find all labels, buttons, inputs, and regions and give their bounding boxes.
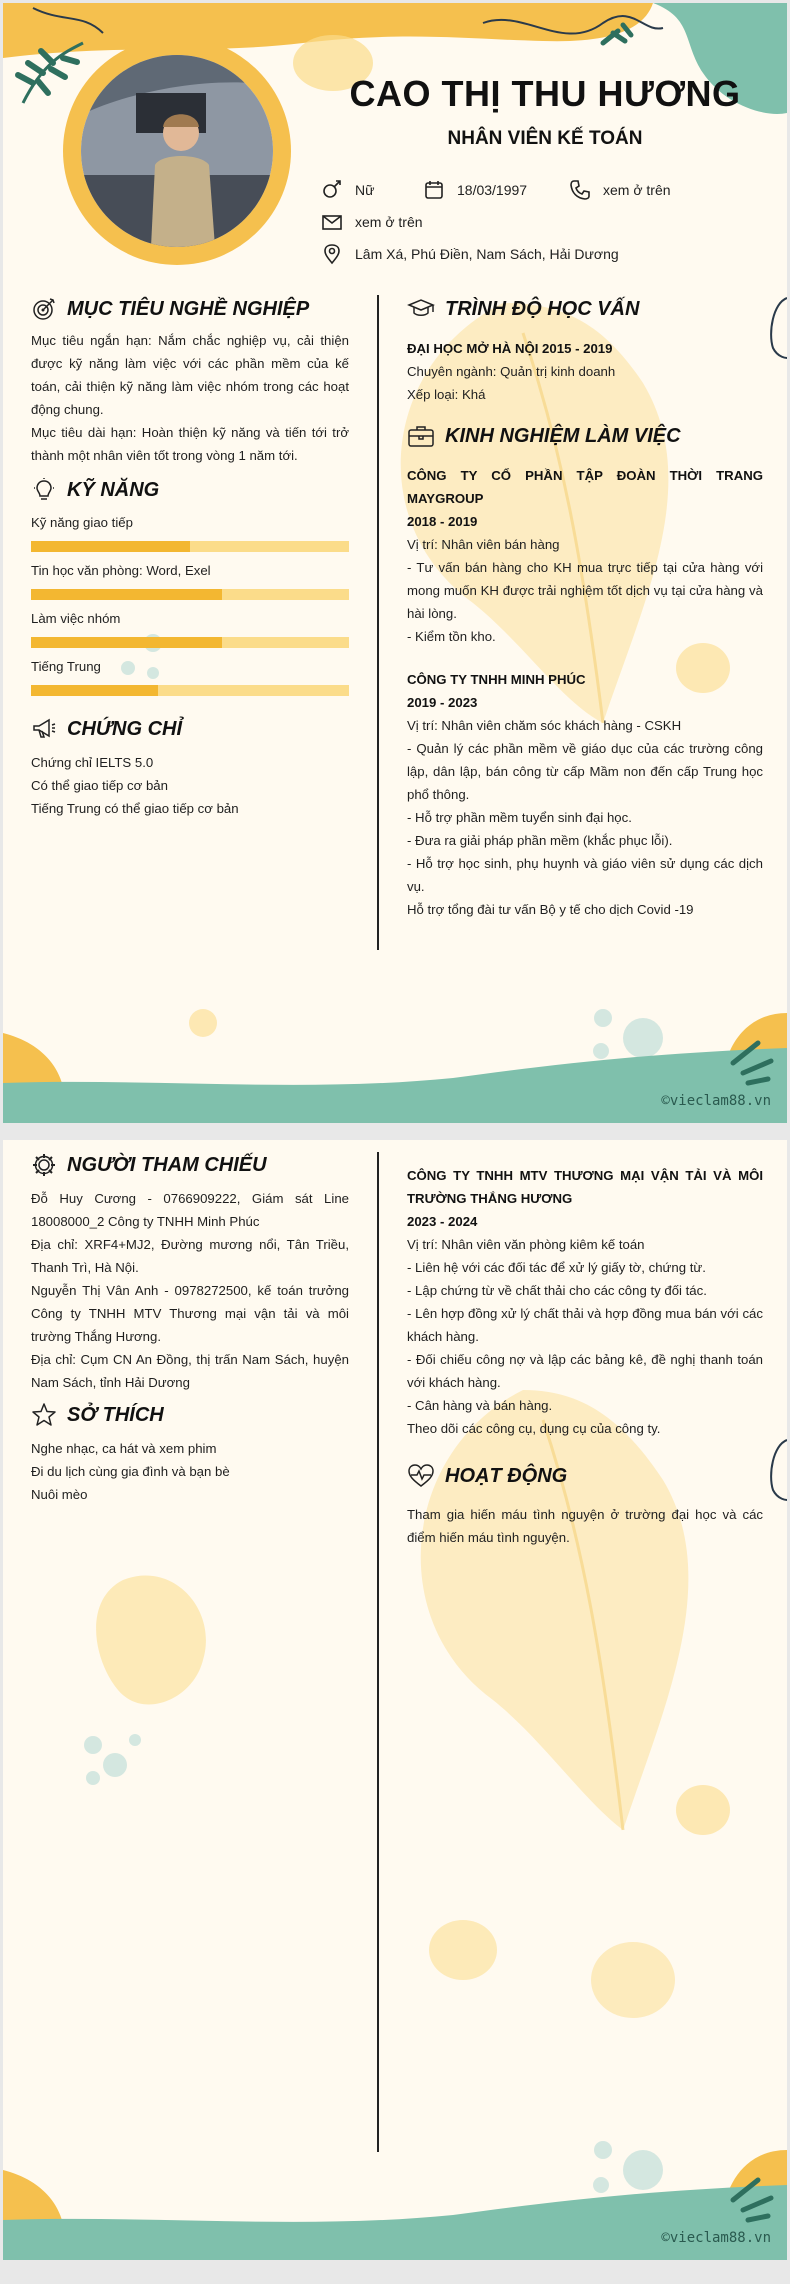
job-detail: Theo dõi các công cụ, dụng cụ của công ty. xyxy=(407,1421,661,1436)
objective-heading xyxy=(31,296,309,322)
hobbies-title: SỞ THÍCH xyxy=(67,1403,164,1426)
job-detail: - Quản lý các phần mềm về giáo dục của các trường công lập, dân lập, bán công từ cấp Mầm non đến cấp Trung học phổ thông. xyxy=(407,741,763,802)
references-heading xyxy=(31,1152,267,1178)
certificates-title: CHỨNG CHỈ xyxy=(67,717,183,740)
reference-item: Đỗ Huy Cương - 0766909222, Giám sát Line 18008000_2 Công ty TNHH Minh Phúc xyxy=(31,1191,349,1229)
activities-text: Tham gia hiến máu tình nguyện ở trường đại học và các điểm hiến máu tình nguyện. xyxy=(407,1507,763,1545)
watermark: ©vieclam88.vn xyxy=(661,2230,771,2246)
major: Chuyên ngành: Quản trị kinh doanh xyxy=(407,364,616,379)
job-detail: - Hỗ trợ phần mềm tuyển sinh đại học. xyxy=(407,810,632,825)
education-details xyxy=(407,337,763,406)
skill-label: Kỹ năng giao tiếp xyxy=(31,515,133,530)
phone-text: xem ở trên xyxy=(603,182,671,198)
hobbies-heading xyxy=(31,1402,164,1428)
address-text: Lâm Xá, Phú Điền, Nam Sách, Hải Dương xyxy=(355,246,619,262)
skill-label: Làm việc nhóm xyxy=(31,611,121,626)
certificate-item: Tiếng Trung có thể giao tiếp cơ bản xyxy=(31,801,239,816)
references-list xyxy=(31,1187,349,1394)
education-title: TRÌNH ĐỘ HỌC VẤN xyxy=(445,297,640,320)
cv-page-2 xyxy=(3,1140,787,2260)
reference-item: Địa chỉ: XRF4+MJ2, Đường mương nổi, Tân Triều, Thanh Trì, Hà Nội. xyxy=(31,1237,349,1275)
skill-label: Tiếng Trung xyxy=(31,659,101,674)
gender-info xyxy=(321,179,374,201)
job-detail: Vị trí: Nhân viên bán hàng xyxy=(407,537,560,552)
watermark: ©vieclam88.vn xyxy=(661,1093,771,1109)
job-period: 2018 - 2019 xyxy=(407,514,478,529)
reference-item: Địa chỉ: Cụm CN An Đồng, thị trấn Nam Sách, huyện Nam Sách, tỉnh Hải Dương xyxy=(31,1352,349,1390)
hobby-item: Nghe nhạc, ca hát và xem phim xyxy=(31,1441,217,1456)
skill-label: Tin học văn phòng: Word, Exel xyxy=(31,563,211,578)
reference-item: Nguyễn Thị Vân Anh - 0978272500, kế toán trưởng Công ty TNHH MTV Thương mại vận tải và môi trường Thắng Hương. xyxy=(31,1283,349,1344)
job-thanghuong xyxy=(407,1164,763,1440)
school-line: ĐẠI HỌC MỞ HÀ NỘI 2015 - 2019 xyxy=(407,341,613,356)
skill-bar xyxy=(31,685,349,696)
job-detail: - Tư vấn bán hàng cho KH mua trực tiếp tại cửa hàng với mong muốn KH được trải nghiệm tốt dịch vụ tại cửa hàng và hài lòng. xyxy=(407,560,763,621)
experience-title: KINH NGHIỆM LÀM VIỆC xyxy=(445,424,681,447)
company-name: CÔNG TY TNHH MTV THƯƠNG MẠI VẬN TẢI VÀ MÔI TRƯỜNG THẮNG HƯƠNG xyxy=(407,1168,763,1206)
job-detail: - Đưa ra giải pháp phần mềm (khắc phục lỗi). xyxy=(407,833,673,848)
hobby-item: Đi du lịch cùng gia đình và bạn bè xyxy=(31,1464,230,1479)
megaphone-icon xyxy=(31,716,57,742)
education-heading xyxy=(407,297,639,321)
job-detail: - Kiểm tồn kho. xyxy=(407,629,496,644)
skill-bar xyxy=(31,637,349,648)
column-divider xyxy=(377,1152,379,2152)
dob-text: 18/03/1997 xyxy=(457,182,528,198)
column-divider xyxy=(377,295,379,950)
graduation-cap-icon xyxy=(407,297,435,321)
job-detail: - Lập chứng từ về chất thải cho các công ty đối tác. xyxy=(407,1283,707,1298)
job-detail: - Đối chiếu công nợ và lập các bảng kê, đề nghị thanh toán với khách hàng. xyxy=(407,1352,763,1390)
phone-info xyxy=(569,179,671,201)
gender-icon xyxy=(321,179,343,201)
certificate-item: Chứng chỉ IELTS 5.0 xyxy=(31,755,154,770)
job-detail: - Cân hàng và bán hàng. xyxy=(407,1398,553,1413)
job-detail: Vị trí: Nhân viên văn phòng kiêm kế toán xyxy=(407,1237,645,1252)
calendar-icon xyxy=(423,179,445,201)
hobby-item: Nuôi mèo xyxy=(31,1487,88,1502)
company-name: CÔNG TY CỔ PHẦN TẬP ĐOÀN THỜI TRANG MAYGROUP xyxy=(407,468,763,506)
objective-text xyxy=(31,329,349,467)
candidate-name: CAO THỊ THU HƯƠNG xyxy=(349,73,741,114)
long-term-goal: Mục tiêu dài hạn: Hoàn thiện kỹ năng và tiến tới trở thành một nhân viên tốt trong vòng 1 năm tới. xyxy=(31,425,349,463)
job-detail: - Hỗ trợ học sinh, phụ huynh và giáo viên sử dụng các dịch vụ. xyxy=(407,856,763,894)
skills-heading xyxy=(31,477,159,503)
location-pin-icon xyxy=(321,243,343,265)
skills-title: KỸ NĂNG xyxy=(67,478,160,501)
gear-icon xyxy=(31,1152,57,1178)
avatar xyxy=(63,37,291,265)
target-icon xyxy=(31,296,57,322)
address-info xyxy=(321,243,619,265)
briefcase-icon xyxy=(407,424,435,448)
experience-heading xyxy=(407,424,681,448)
job-title: NHÂN VIÊN KẾ TOÁN xyxy=(447,128,643,149)
grade: Xếp loại: Khá xyxy=(407,387,486,402)
phone-icon xyxy=(569,179,591,201)
job-detail: - Liên hệ với các đối tác để xử lý giấy tờ, chứng từ. xyxy=(407,1260,706,1275)
activities-heading xyxy=(407,1463,567,1489)
email-icon xyxy=(321,211,343,233)
job-maygroup xyxy=(407,464,763,648)
objective-title: MỤC TIÊU NGHỀ NGHIỆP xyxy=(67,297,310,320)
job-minhphuc xyxy=(407,668,763,921)
heartbeat-icon xyxy=(407,1463,435,1489)
company-name: CÔNG TY TNHH MINH PHÚC xyxy=(407,672,586,687)
profile-photo xyxy=(81,55,273,247)
short-term-goal: Mục tiêu ngắn hạn: Nắm chắc nghiệp vụ, cải thiện được kỹ năng làm việc với các phần mềm của kế toán, cải thiện kỹ năng làm việc nhóm trong các hoạt động chung. xyxy=(31,333,349,417)
email-text: xem ở trên xyxy=(355,214,423,230)
job-period: 2023 - 2024 xyxy=(407,1214,478,1229)
job-detail: Hỗ trợ tổng đài tư vấn Bộ y tế cho dịch Covid -19 xyxy=(407,902,694,917)
certificates-heading xyxy=(31,716,182,742)
certificates-list xyxy=(31,751,349,820)
email-info xyxy=(321,211,423,233)
activities-title: HOẠT ĐỘNG xyxy=(445,1464,568,1487)
dob-info xyxy=(423,179,527,201)
job-detail: - Lên hợp đồng xử lý chất thải và hợp đồng mua bán với các khách hàng. xyxy=(407,1306,763,1344)
star-icon xyxy=(31,1402,57,1428)
references-title: NGƯỜI THAM CHIẾU xyxy=(67,1153,267,1176)
gender-text: Nữ xyxy=(355,182,375,198)
job-detail: Vị trí: Nhân viên chăm sóc khách hàng - CSKH xyxy=(407,718,682,733)
certificate-item: Có thể giao tiếp cơ bản xyxy=(31,778,168,793)
cv-page-1 xyxy=(3,3,787,1123)
skill-bar xyxy=(31,589,349,600)
hobbies-list xyxy=(31,1437,349,1506)
lightbulb-icon xyxy=(31,477,57,503)
job-period: 2019 - 2023 xyxy=(407,695,478,710)
skill-bar xyxy=(31,541,349,552)
